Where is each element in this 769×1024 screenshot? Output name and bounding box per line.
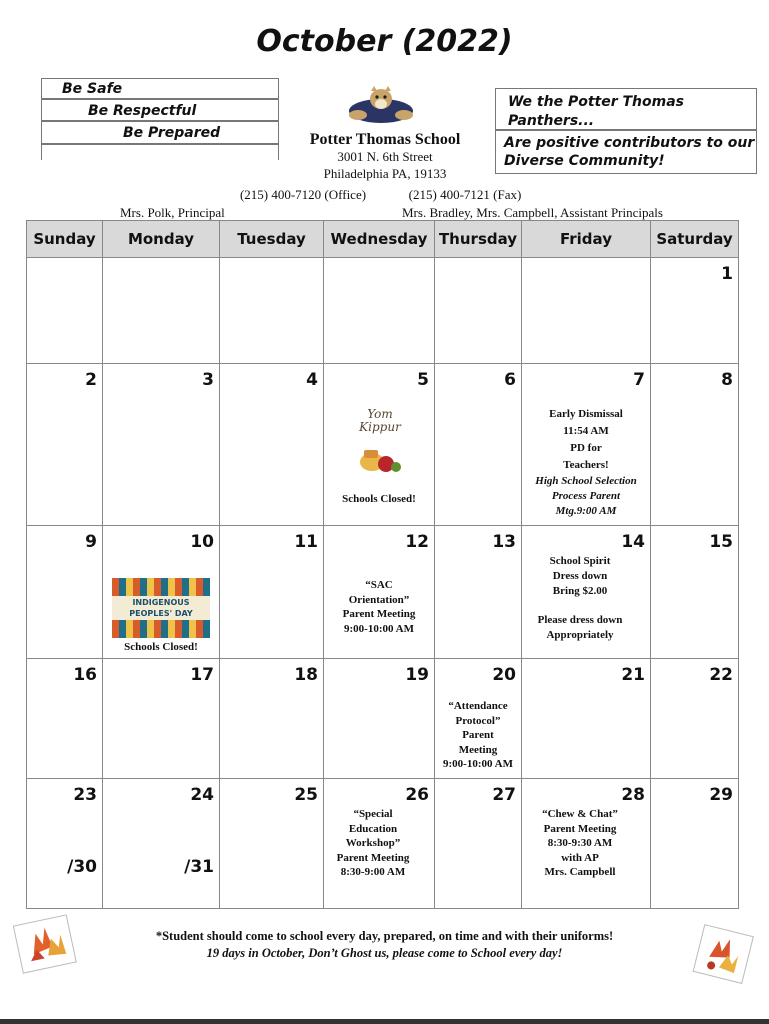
school-name: Potter Thomas School: [309, 131, 461, 148]
day-cell: [435, 659, 522, 779]
banner-line: PEOPLES' DAY: [129, 609, 193, 618]
event-block: [522, 406, 650, 519]
day-cell: [522, 364, 651, 526]
school-phone: [228, 186, 378, 203]
panthers-line2: Are positive contributors to our Diverse Community!: [504, 135, 755, 169]
day-number: 26: [405, 785, 429, 805]
day-number: 20: [492, 665, 516, 685]
day-cell: [324, 779, 435, 909]
event-text: Meeting: [458, 743, 498, 756]
autumn-leaves-left-icon: [10, 914, 80, 976]
day-cell: [522, 659, 651, 779]
event-text: Mrs. Campbell: [544, 866, 616, 878]
week-row: [27, 779, 739, 909]
event-block: [522, 807, 638, 880]
day-cell: [435, 779, 522, 909]
day-number: 11: [294, 532, 318, 552]
event-text: Parent Meeting: [336, 851, 410, 864]
day-number: 15: [709, 532, 733, 552]
event-text: Parent Meeting: [342, 608, 416, 620]
footer-reminder: 19 days in October, Don’t Ghost us, please come to School every day!: [206, 946, 563, 960]
day-number: 7: [633, 370, 645, 390]
day-cell: [522, 779, 651, 909]
page-title: October (2022): [256, 24, 513, 59]
event-text: Parent: [462, 729, 494, 741]
day-cell: [651, 779, 739, 909]
event-text: Education: [348, 822, 398, 835]
bottom-divider: [0, 1019, 769, 1024]
footer-notice: *Student should come to school every day, prepared, on time and with their uniforms!: [155, 929, 614, 943]
day-number: 19: [405, 665, 429, 685]
weekday-header: Friday: [522, 221, 651, 258]
event-block: [522, 554, 638, 643]
day-cell: [27, 364, 103, 526]
weekday-header-row: [27, 221, 739, 258]
event-text: [522, 599, 638, 613]
day-cell-empty: [220, 258, 324, 364]
day-cell: [651, 659, 739, 779]
week-row: [27, 659, 739, 779]
day-number: 17: [190, 665, 214, 685]
week-row: [27, 526, 739, 659]
event-text: PD for: [570, 442, 602, 454]
fax-number: (215) 400-7121 (Fax): [408, 187, 522, 202]
day-number: 28: [621, 785, 645, 805]
event-text: Please dress down: [537, 614, 623, 626]
day-number: 23: [73, 785, 97, 805]
day-cell: [27, 779, 103, 909]
weekday-header: Tuesday: [220, 221, 324, 258]
event-text: 9:00-10:00 AM: [443, 758, 513, 770]
banner-line: INDIGENOUS: [132, 598, 190, 607]
event-text-italic: Mtg.9:00 AM: [555, 505, 617, 517]
day-number: 25: [294, 785, 318, 805]
panthers-box-bottom: [495, 130, 757, 174]
day-cell: [27, 526, 103, 659]
day-cell: [27, 659, 103, 779]
week-row: [27, 364, 739, 526]
day-number: 9: [85, 532, 97, 552]
day-cell: [220, 364, 324, 526]
day-number: 6: [504, 370, 516, 390]
day-number: 24: [190, 785, 214, 805]
event-text: Dress down: [552, 570, 608, 582]
indigenous-peoples-day-banner: [112, 578, 210, 638]
weekday-header: Thursday: [435, 221, 522, 258]
day-number: 1: [721, 264, 733, 284]
office-phone: (215) 400-7120 (Office): [239, 187, 367, 202]
event-text: 8:30-9:00 AM: [340, 866, 406, 878]
assistant-principals-names: Mrs. Bradley, Mrs. Campbell, Assistant Principals: [402, 205, 663, 220]
day-number: 16: [73, 665, 97, 685]
motto-box-prepared: [41, 121, 279, 144]
day-cell-empty: [103, 258, 220, 364]
day-cell: [220, 779, 324, 909]
day-cell: [651, 258, 739, 364]
panthers-box-top: [495, 88, 757, 130]
event-text: Protocol”: [455, 714, 501, 727]
event-block: [324, 807, 422, 880]
day-cell: [435, 364, 522, 526]
event-text: “Chew & Chat”: [542, 808, 618, 820]
event-text: Early Dismissal: [549, 408, 623, 420]
day-cell: [324, 364, 435, 526]
day-cell: [103, 659, 220, 779]
day-number: /31: [184, 857, 214, 877]
day-cell-empty: [324, 258, 435, 364]
event-text: “Special: [353, 808, 393, 820]
school-street: 3001 N. 6th Street: [337, 149, 433, 164]
event-text: Orientation”: [348, 593, 410, 606]
banner-label: [112, 596, 210, 620]
day-number: 3: [202, 370, 214, 390]
day-number: 13: [492, 532, 516, 552]
school-info: [290, 131, 480, 182]
event-text: Workshop”: [345, 837, 401, 849]
food-icon: [354, 440, 406, 480]
event-text: Parent Meeting: [543, 822, 617, 835]
day-cell: [103, 779, 220, 909]
day-number: /30: [67, 857, 97, 877]
day-number: 12: [405, 532, 429, 552]
day-number: 27: [492, 785, 516, 805]
motto-respectful: Be Respectful: [88, 103, 197, 119]
event-text: School Spirit: [549, 555, 611, 567]
day-cell-empty: [522, 258, 651, 364]
day-cell: [324, 526, 435, 659]
principal-name: Mrs. Polk, Principal: [120, 205, 225, 220]
school-city: Philadelphia PA, 19133: [323, 166, 447, 181]
motto-box-safe: [41, 78, 279, 99]
day-cell: [522, 526, 651, 659]
day-cell-empty: [27, 258, 103, 364]
weekday-header: Wednesday: [324, 221, 435, 258]
day-number: 10: [190, 532, 214, 552]
event-text: Appropriately: [546, 629, 614, 641]
day-cell: [651, 526, 739, 659]
day-number: 8: [721, 370, 733, 390]
event-text: 9:00-10:00 AM: [344, 622, 414, 635]
day-number: 5: [417, 370, 429, 390]
event-text: Schools Closed!: [342, 493, 416, 505]
school-fax: [395, 186, 535, 203]
day-cell: [220, 659, 324, 779]
yom-kippur-logo-text: Yom Kippur: [359, 407, 401, 434]
motto-box-empty: [41, 144, 279, 160]
panthers-line1: We the Potter Thomas Panthers...: [508, 94, 684, 129]
day-number: 18: [294, 665, 318, 685]
event-text: “SAC: [365, 579, 393, 591]
day-cell-empty: [435, 258, 522, 364]
motto-safe: Be Safe: [62, 81, 123, 97]
motto-prepared: Be Prepared: [123, 125, 221, 141]
panther-logo: [346, 85, 416, 129]
yom-kippur-image: [354, 408, 406, 483]
event-text: “Attendance: [448, 700, 508, 712]
weekday-header: Monday: [103, 221, 220, 258]
day-cell: [103, 526, 220, 659]
day-number: 29: [709, 785, 733, 805]
day-number: 4: [306, 370, 318, 390]
day-number: 21: [621, 665, 645, 685]
day-number: 2: [85, 370, 97, 390]
assistant-principals: [402, 204, 712, 221]
event-text-italic: High School Selection: [535, 475, 637, 487]
motto-box-respectful: [41, 99, 279, 121]
day-cell: [324, 659, 435, 779]
event-text: Teachers!: [563, 459, 609, 471]
event-block: [324, 578, 434, 636]
principal: [120, 204, 250, 221]
event-text-italic: Process Parent: [551, 490, 621, 502]
calendar-grid: [26, 220, 739, 909]
weekday-header: Saturday: [651, 221, 739, 258]
weekday-header: Sunday: [27, 221, 103, 258]
week-row: [27, 258, 739, 364]
event-text: 11:54 AM: [563, 425, 609, 437]
day-cell: [220, 526, 324, 659]
event-text: 8:30-9:30 AM: [547, 837, 613, 849]
event-block: [435, 699, 521, 772]
day-cell: [651, 364, 739, 526]
event-text: with AP: [561, 851, 599, 864]
day-number: 22: [709, 665, 733, 685]
event-text: Bring $2.00: [552, 585, 608, 597]
day-number: 14: [621, 532, 645, 552]
day-cell: [435, 526, 522, 659]
event-text: Schools Closed!: [124, 641, 198, 653]
day-cell: [103, 364, 220, 526]
